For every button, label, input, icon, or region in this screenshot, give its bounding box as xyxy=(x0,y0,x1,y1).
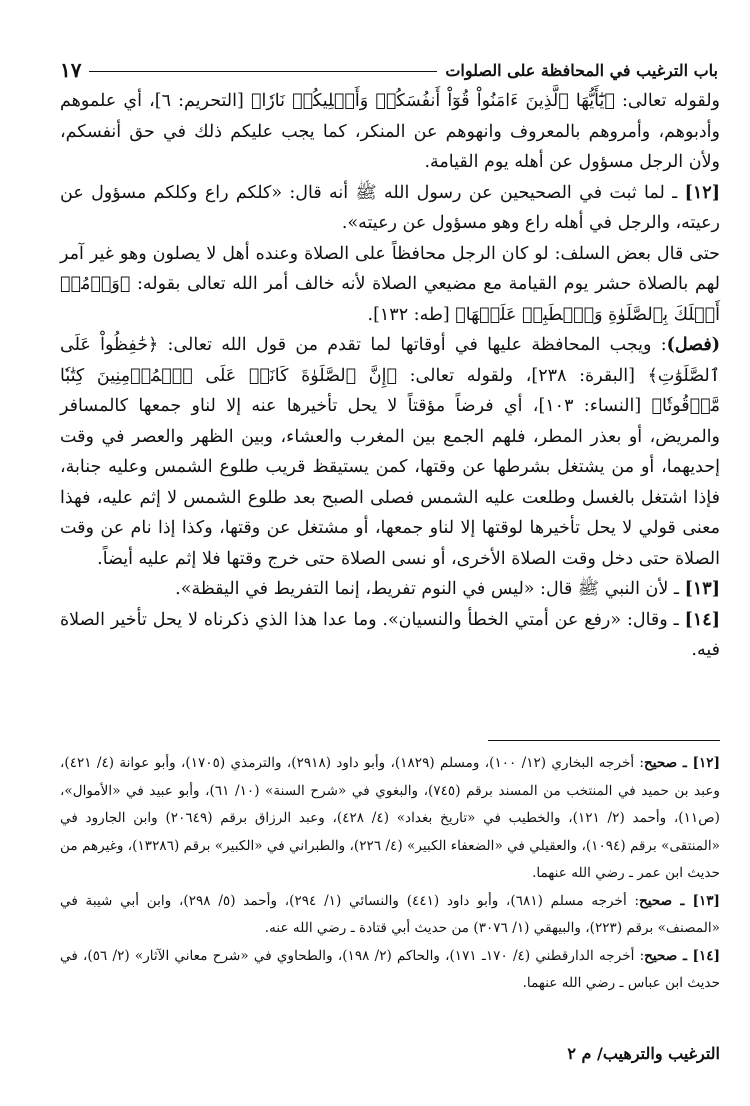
section-label: (فصل) xyxy=(666,335,720,355)
hadith-number: [١٢] xyxy=(684,182,720,203)
quran-verse: ﴿حَٰفِظُواْ عَلَى ٱلصَّلَوَٰتِ﴾ xyxy=(60,335,720,386)
text: حتى قال بعض السلف: لو كان الرجل محافظاً على الصلاة وعنده أهل لا يصلون وهو غير آمر لهم بالصلاة حشر يوم القيامة مع مضيعي الصلاة لأنه خالف أمر الله تعالى بقوله: xyxy=(60,243,720,294)
paragraph-1 xyxy=(60,86,720,178)
hadith-number: [١٤] xyxy=(684,609,720,630)
paragraph-3 xyxy=(60,239,720,331)
page-header xyxy=(60,50,718,84)
footnote-label: [١٤] ـ صحيح xyxy=(644,947,721,964)
text: [البقرة: ٢٣٨]، ولقوله تعالى: xyxy=(396,365,648,386)
quran-verse: ﴿وَأۡمُرۡ أَهۡلَكَ بِٱلصَّلَوٰةِ وَٱصۡطَبِرۡ عَلَيۡهَا﴾ xyxy=(60,274,720,325)
footnote-12 xyxy=(60,750,720,888)
text: ـ وقال: «رفع عن أمتي الخطأ والنسيان». وما عدا هذا الذي ذكرناه لا يحل تأخير الصلاة فيه. xyxy=(60,609,720,660)
text: : ويجب المحافظة عليها في أوقاتها لما تقدم من قول الله تعالى: xyxy=(158,335,667,355)
footnote-text: : أخرجه مسلم (٦٨١)، وأبو داود (٤٤١) والنسائي (١/ ٢٩٤)، وأحمد (٥/ ٢٩٨)، وابن أبي شيبة في «المصنف» برقم (٢٢٣)، والبيهقي (١/ ٣٠٧٦) من حديث أبي قتادة ـ رضي الله عنه. xyxy=(60,892,720,936)
hadith-number: [١٣] xyxy=(684,579,720,599)
text: [النساء: ١٠٣]، أي فرضاً مؤقتاً لا يحل تأخيرها عنه إلا لناو جمعها كالمسافر والمريض، أو بعذر المطر، فلهم الجمع بين المغرب والعشاء، وبين الظهر والعصر في وقت إحديهما، أو من يشتغل بشرطها عن وقتها، كمن يستيقظ قريب طلوع الشمس وعليه جنابة، فإذا اشتغل بالغسل وطلعت عليه الشمس فصلى الصبح بعد طلوع الشمس لا إثم عليه، فهذا معنى قولي لا يحل تأخيرها لوقتها إلا لناو جمعها، أو مشتغل عن وقتها، وكذا إذا نام عن وقت الصلاة حتى دخل وقت الصلاة الأخرى، أو نسى الصلاة حتى خرج وقتها فلا إثم عليه أيضاً. xyxy=(60,396,720,569)
paragraph-6 xyxy=(60,605,720,666)
footnotes xyxy=(60,750,720,998)
footnote-14 xyxy=(60,943,720,998)
text: [طه: ١٣٢]. xyxy=(367,304,456,325)
header-rule xyxy=(89,71,437,72)
chapter-title: باب الترغيب في المحافظة على الصلوات xyxy=(445,61,718,80)
footnote-text: : أخرجه البخاري (١٢/ ١٠٠)، ومسلم (١٨٢٩)، وأبو داود (٢٩١٨)، والترمذي (١٧٠٥)، وأبو عوانة (٤/ ٤٢١)، وعبد بن حميد في المنتخب من المسند برقم (٧٤٥)، والبغوي في «شرح السنة» (١٠/ ٦١)، وأبو عبيد في «الأموال»، (ص١١)، وأحمد (٢/ ١٢١)، والخطيب في «تاريخ بغداد» (٤/ ٤٢٨)، وعبد الرزاق برقم (٢٠٦٤٩) وابن الجارود في «المنتقى» برقم (١٠٩٤)، والعقيلي في «الضعفاء الكبير» (٤/ ٢٢٦)، والطبراني في «الكبير» برقم (١٣٢٨٦)، وغيرهم من حديث ابن عمر ـ رضي الله عنهما. xyxy=(60,755,721,881)
text: ـ لأن النبي ﷺ قال: «ليس في النوم تفريط، إنما التفريط في اليقظة». xyxy=(175,579,685,599)
text: [التحريم: ٦]، أي علموهم وأدبوهم، وأمروهم بالمعروف وانهوهم عن المنكر، كما يجب عليكم ذلك في حق أنفسكم، ولأن الرجل مسؤول عن أهله يوم القيامة. xyxy=(60,91,720,172)
quran-verse: ﴿إِنَّ ٱلصَّلَوٰةَ كَانَتۡ عَلَى ٱلۡمُؤۡمِنِينَ كِتَٰبٗا مَّوۡقُوتٗا﴾ xyxy=(60,365,720,416)
paragraph-2 xyxy=(60,178,720,239)
footnote-separator xyxy=(488,740,720,741)
paragraph-5 xyxy=(60,574,720,605)
paragraph-4 xyxy=(60,330,720,574)
footnote-text: : أخرجه الدارقطني (٤/ ١٧٠ـ ١٧١)، والحاكم (٢/ ١٩٨)، والطحاوي في «شرح معاني الآثار» (٢/ ٥٦)، في حديث ابن عباس ـ رضي الله عنهما. xyxy=(60,947,720,991)
text: ولقوله تعالى: xyxy=(614,91,720,111)
text: ـ لما ثبت في الصحيحين عن رسول الله ﷺ أنه قال: «كلكم راع وكلكم مسؤول عن رعيته، والرجل في أهله راع وهو مسؤول عن رعيته». xyxy=(60,182,720,233)
footnote-label: [١٣] ـ صحيح xyxy=(639,892,720,909)
footnote-label: [١٢] ـ صحيح xyxy=(643,755,720,771)
book-signature: الترغيب والترهيب/ م ٢ xyxy=(567,1044,720,1063)
footnote-13 xyxy=(60,888,720,943)
main-text xyxy=(60,86,720,666)
page-number: ١٧ xyxy=(60,58,82,82)
quran-verse: ﴿يَٰٓأَيُّهَا ٱلَّذِينَ ءَامَنُواْ قُوٓاْ أَنفُسَكُمۡ وَأَهۡلِيكُمۡ نَارٗا﴾ xyxy=(250,91,615,111)
